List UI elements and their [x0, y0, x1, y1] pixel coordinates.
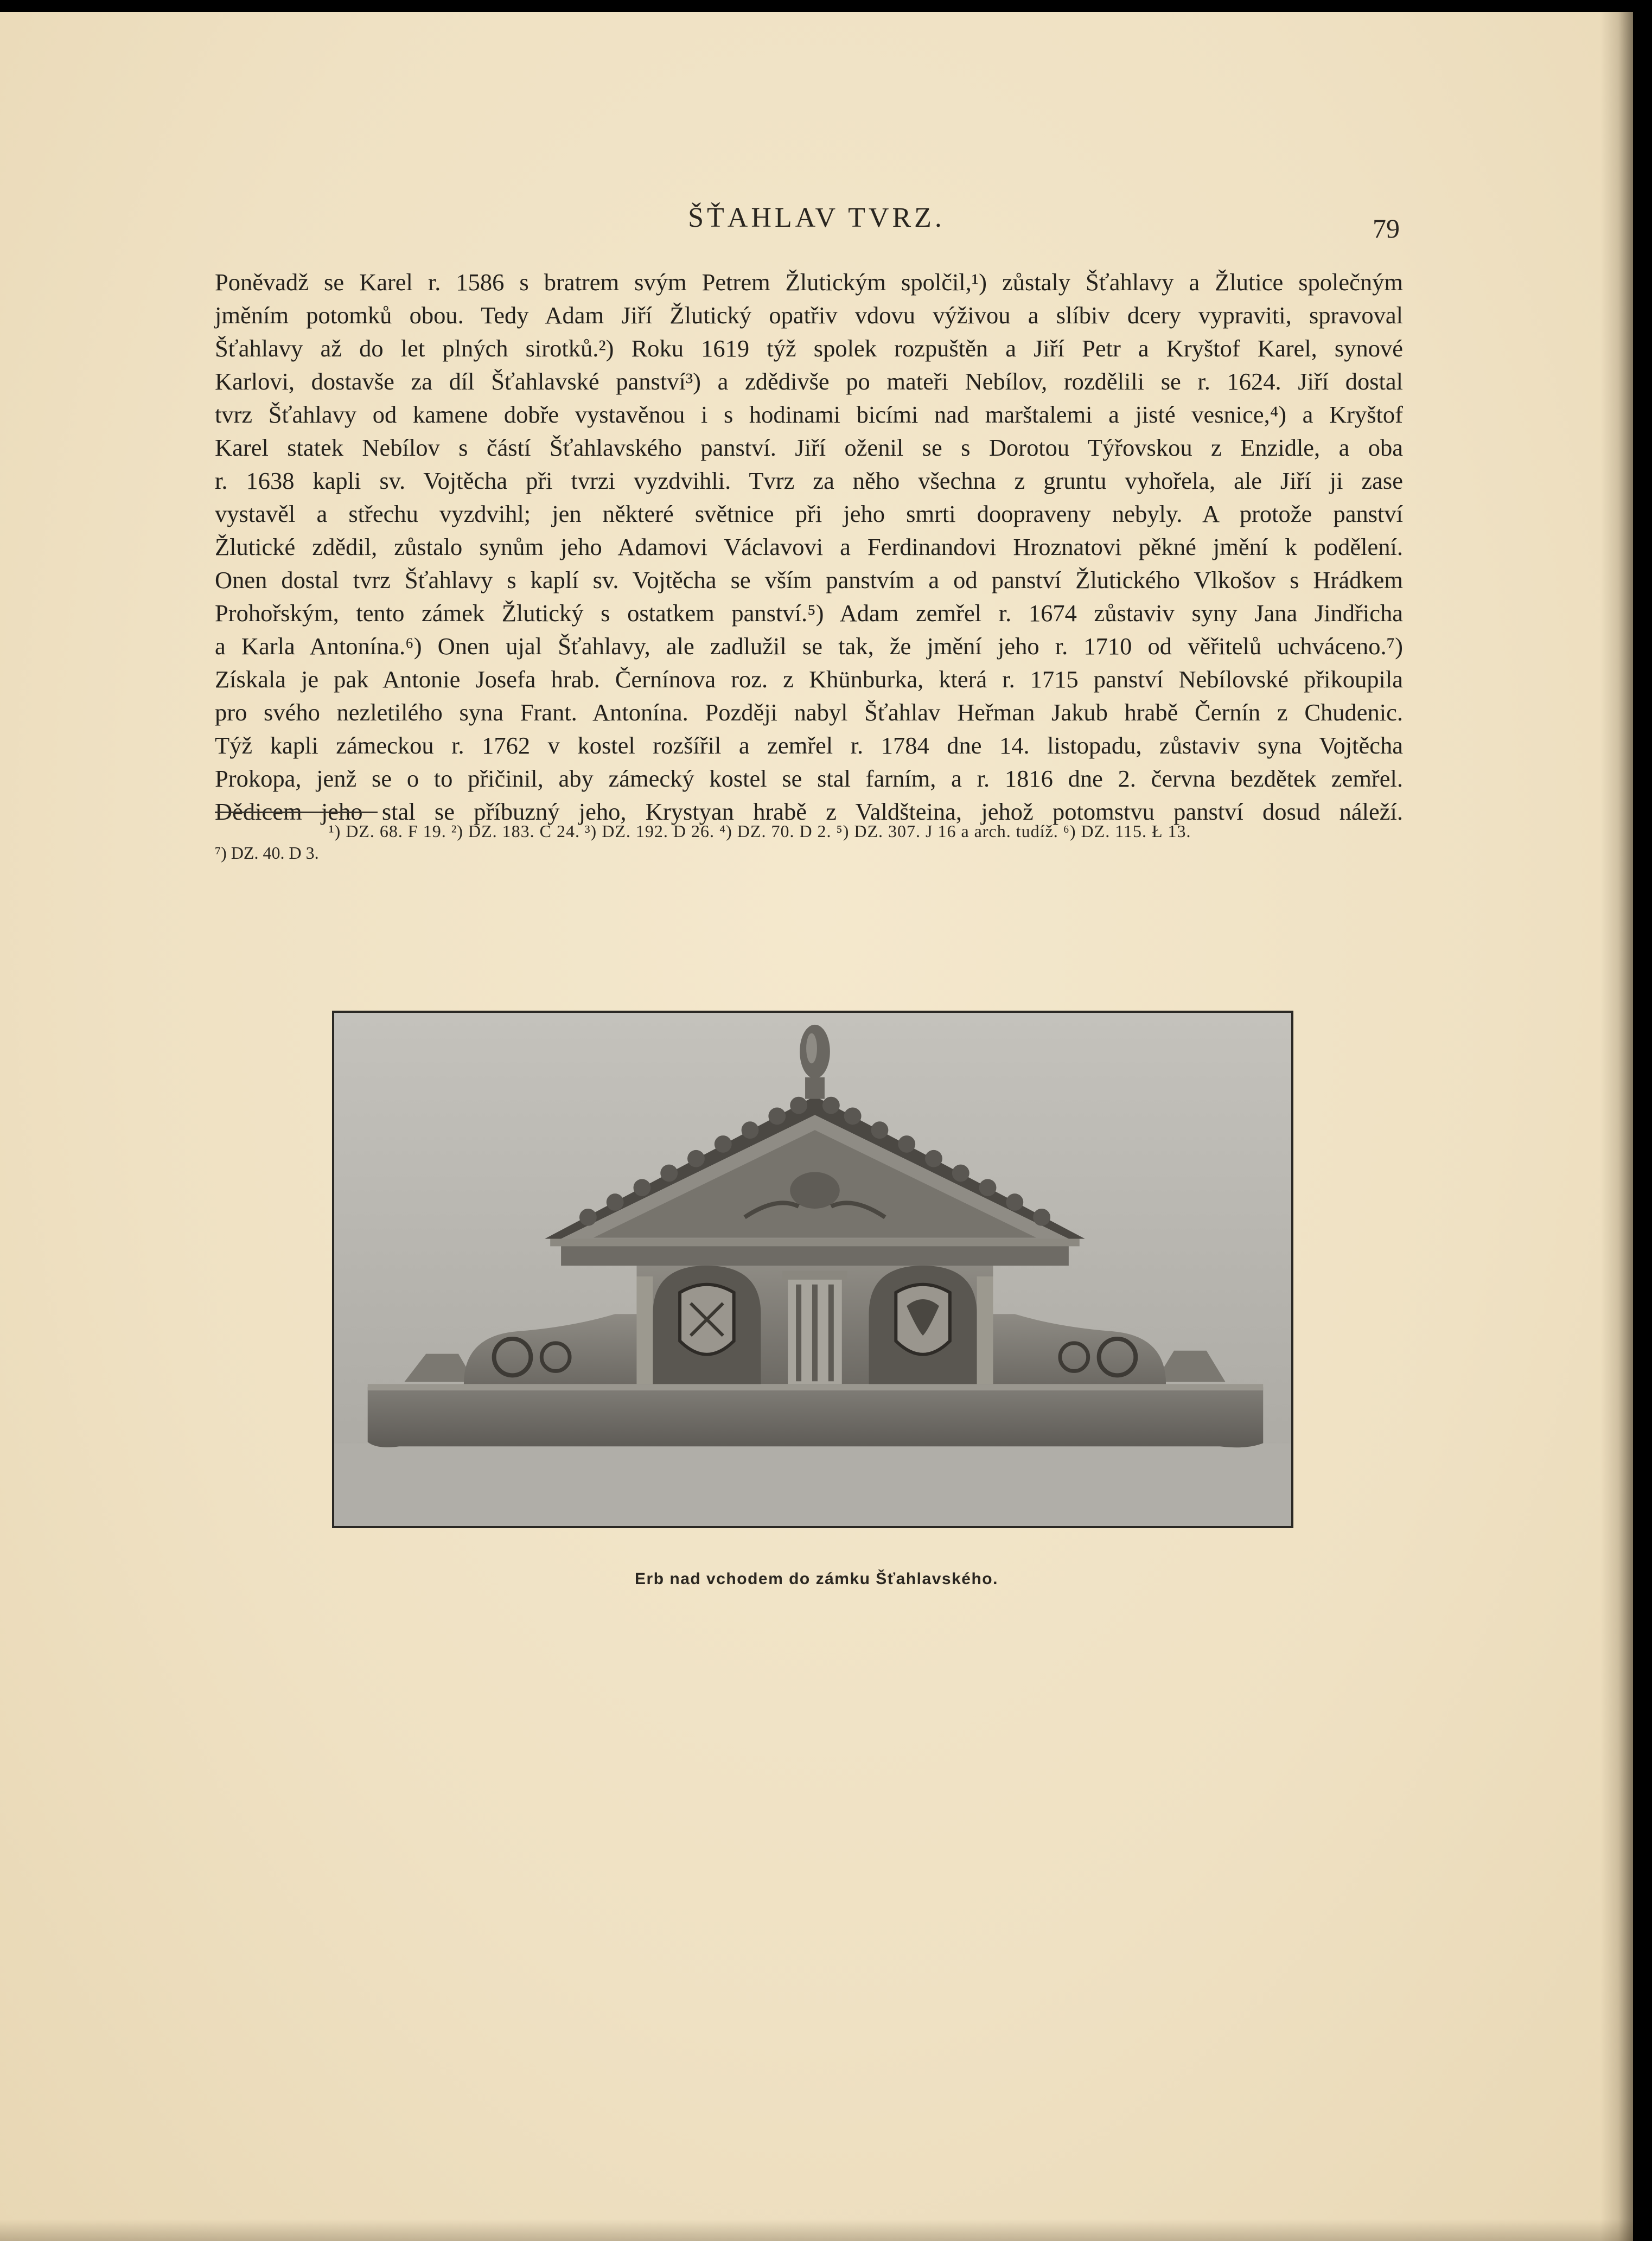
text-line: jměním potomků obou. Tedy Adam Jiří Žlutický opatřiv vdovu výživou a slíbiv dcery vypraviti, spravoval: [215, 302, 1403, 329]
text-line: tvrz Šťahlavy od kamene dobře vystavěnou i s hodinami bicími nad marštalemi a jisté vesnice,⁴) a Kryštof: [215, 401, 1403, 428]
footnote-line: ¹) DZ. 68. F 19. ²) DZ. 183. C 24. ³) DZ. 192. D 26. ⁴) DZ. 70. D 2. ⁵) DZ. 307. J 16 a arch. tudíž. ⁶) DZ. 115. Ł 13.: [329, 821, 1191, 841]
footnote-line: ⁷) DZ. 40. D 3.: [215, 843, 319, 863]
text-line: r. 1638 kapli sv. Vojtěcha při tvrzi vyzdvihli. Tvrz za něho všechna z gruntu vyhořela, ale Jiří ji zase: [215, 467, 1403, 494]
footnotes: [215, 820, 1403, 864]
text-line: pro svého nezletilého syna Frant. Antonína. Později nabyl Šťahlav Heřman Jakub hrabě Černín z Chudenic.: [215, 699, 1403, 726]
page-spine-shadow: [1600, 12, 1633, 2241]
text-line: Karel statek Nebílov s částí Šťahlavského panství. Jiří oženil se s Dorotou Týřovskou z Enzidle, a oba: [215, 434, 1403, 461]
text-line: Poněvadž se Karel r. 1586 s bratrem svým Petrem Žlutickým spolčil,¹) zůstaly Šťahlavy a Žlutice společným: [215, 269, 1403, 296]
text-line: vystavěl a střechu vyzdvihl; jen některé světnice při jeho smrti doopraveny nebyly. A protože panství: [215, 500, 1403, 527]
footnote-rule: [215, 812, 378, 813]
text-line: Získala je pak Antonie Josefa hrab. Černínova roz. z Khünburka, která r. 1715 panství Nebílovské přikoupila: [215, 666, 1403, 693]
figure-caption: Erb nad vchodem do zámku Šťahlavského.: [635, 1570, 998, 1588]
page-number: 79: [1373, 213, 1400, 244]
text-line: Dědicem jeho stal se příbuzný jeho, Krystyan hrabě z Valdšteina, jehož potomstvu panství dosud náleží.: [215, 798, 1403, 825]
book-page: [0, 12, 1633, 2241]
text-line: a Karla Antonína.⁶) Onen ujal Šťahlavy, ale zadlužil se tak, že jmění jeho r. 1710 od věřitelů uchváceno.⁷): [215, 633, 1403, 660]
text-line: Týž kapli zámeckou r. 1762 v kostel rozšířil a zemřel r. 1784 dne 14. listopadu, zůstaviv syna Vojtěcha: [215, 732, 1403, 759]
coat-of-arms-photograph: [332, 1011, 1293, 1528]
text-line: Prohořským, tento zámek Žlutický s ostatkem panství.⁵) Adam zemřel r. 1674 zůstaviv syny Jana Jindřicha: [215, 599, 1403, 627]
text-line: Prokopa, jenž se o to přičinil, aby zámecký kostel se stal farním, a r. 1816 dne 2. června bezdětek zemřel.: [215, 765, 1403, 792]
coat-of-arms-illustration: [334, 1013, 1291, 1526]
text-line: Šťahlavy až do let plných sirotků.²) Roku 1619 týž spolek rozpuštěn a Jiří Petr a Kryštof Karel, synové: [215, 335, 1403, 362]
body-text: [215, 266, 1403, 828]
text-line: Karlovi, dostavše za díl Šťahlavské panství³) a zdědivše po mateři Nebílov, rozdělili se r. 1624. Jiří dostal: [215, 368, 1403, 395]
text-line: Onen dostal tvrz Šťahlavy s kaplí sv. Vojtěcha se vším panstvím a od panství Žlutického Vlkošov s Hrádkem: [215, 566, 1403, 593]
text-line: Žlutické zdědil, zůstalo synům jeho Adamovi Václavovi a Ferdinandovi Hroznatovi pěkné jmění k podělení.: [215, 533, 1403, 560]
page-bottom-shadow: [0, 2219, 1633, 2241]
running-title: ŠŤAHLAV TVRZ.: [688, 202, 945, 233]
